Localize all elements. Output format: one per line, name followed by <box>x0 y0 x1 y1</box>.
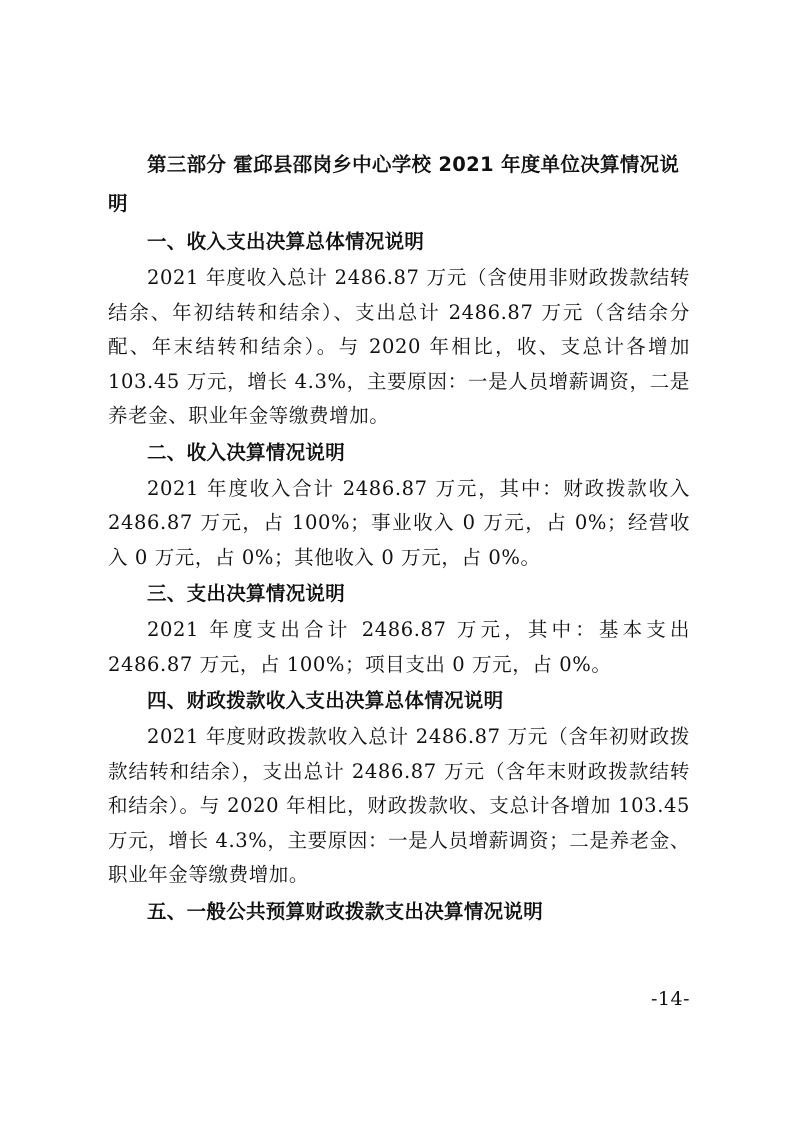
section-paragraph-4: 2021 年度财政拨款收入总计 2486.87 万元（含年初财政拨款结转和结余），支出总计 2486.87 万元（含年末财政拨款结转和结余）。与 2020 年相比，财政拨款收、支总计各增加 103.45 万元，增长 4.3%，主要原因：一是人员增薪调资；二是养老金、职业年金等缴费增加。 <box>108 725 690 886</box>
section-heading-4: 四、财政拨款收入支出决算总体情况说明 <box>147 689 504 712</box>
section-heading-3: 三、支出决算情况说明 <box>147 582 346 605</box>
section-paragraph-1: 2021 年度收入总计 2486.87 万元（含使用非财政拨款结转结余、年初结转和结余）、支出总计 2486.87 万元（含结余分配、年末结转和结余）。与 2020 年相比，收、支总计各增加 103.45 万元，增长 4.3%，主要原因：一是人员增薪调资，二是养老金、职业年金等缴费增加。 <box>108 266 690 427</box>
document-body <box>108 145 690 931</box>
section-paragraph-3: 2021 年度支出合计 2486.87 万元，其中：基本支出 2486.87 万元，占 100%；项目支出 0 万元，占 0%。 <box>108 618 690 676</box>
document-title: 第三部分 霍邱县邵岗乡中心学校 2021 年度单位决算情况说明 <box>108 153 680 215</box>
section-paragraph-2: 2021 年度收入合计 2486.87 万元，其中：财政拨款收入 2486.87 万元，占 100%；事业收入 0 万元，占 0%；经营收入 0 万元，占 0%；其他收入 0 万元，占 0%。 <box>108 476 690 569</box>
section-heading-5: 五、一般公共预算财政拨款支出决算情况说明 <box>147 899 544 923</box>
page-number: -14- <box>650 988 690 1010</box>
section-heading-1: 一、收入支出决算总体情况说明 <box>147 230 425 253</box>
section-heading-2: 二、收入决算情况说明 <box>147 440 346 464</box>
